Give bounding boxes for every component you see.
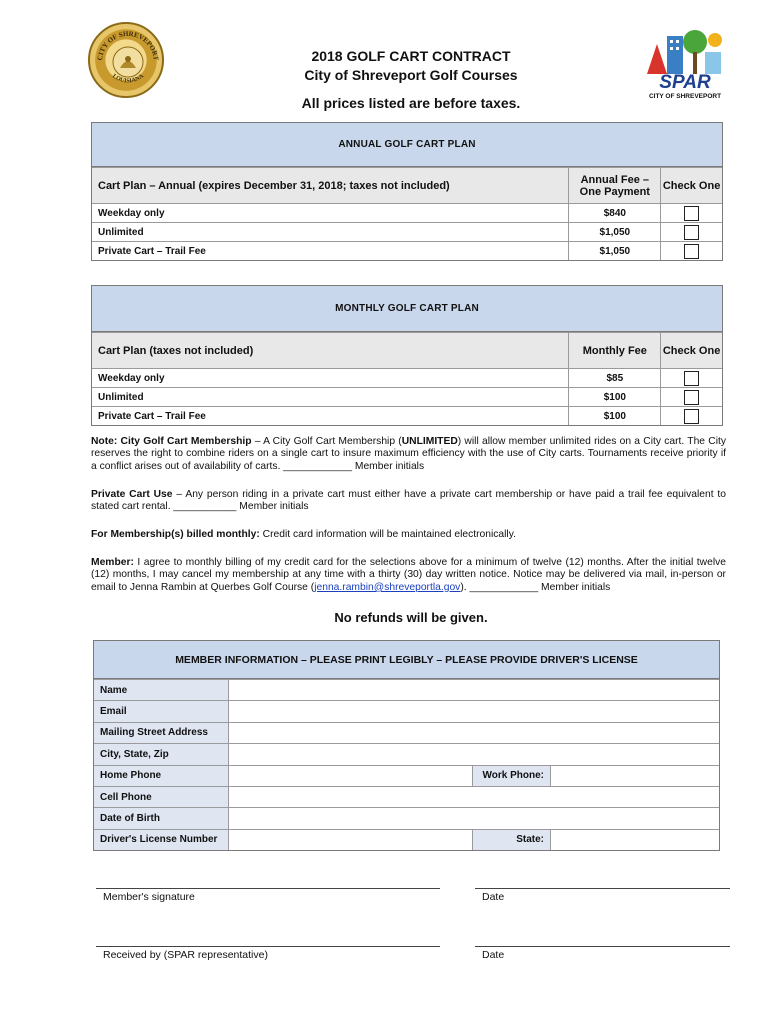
received-signature-label: Received by (SPAR representative): [103, 949, 268, 961]
document-title: 2018 GOLF CART CONTRACT: [311, 48, 511, 64]
billing-note: [91, 529, 726, 541]
cell-phone-label: Cell Phone: [94, 787, 228, 807]
city-field[interactable]: [228, 744, 719, 764]
date-line-2[interactable]: [475, 946, 730, 947]
logo-subtext: CITY OF SHREVEPORT: [648, 93, 722, 100]
plan-label: Private Cart – Trail Fee: [98, 410, 206, 422]
date-label-2: Date: [482, 949, 505, 961]
private-cart-note: [91, 489, 726, 514]
spar-logo: [643, 22, 727, 102]
member-info-table: [93, 640, 720, 851]
monthly-col-fee: Monthly Fee: [568, 333, 660, 368]
monthly-plan-heading: MONTHLY GOLF CART PLAN: [92, 286, 722, 332]
email-label: Email: [94, 701, 228, 721]
annual-weekday-checkbox[interactable]: [684, 206, 699, 221]
state-label: State:: [472, 830, 550, 850]
member-label: Member:: [91, 557, 134, 568]
dob-label: Date of Birth: [94, 808, 228, 828]
note-unlimited: UNLIMITED: [401, 436, 458, 447]
plan-label: Unlimited: [98, 391, 144, 403]
plan-fee: $100: [568, 407, 660, 425]
monthly-weekday-checkbox[interactable]: [684, 371, 699, 386]
document-subtitle: City of Shreveport Golf Courses: [304, 67, 518, 83]
table-row: [92, 222, 722, 241]
annual-col-check: Check One: [660, 168, 722, 203]
plan-label: Private Cart – Trail Fee: [98, 245, 206, 257]
annual-col-plan: Cart Plan – Annual (expires December 31, 2018; taxes not included): [92, 168, 568, 203]
city-label: City, State, Zip: [94, 744, 228, 764]
annual-col-fee: Annual Fee – One Payment: [568, 168, 660, 203]
billed-text: Credit card information will be maintained electronically.: [259, 529, 516, 540]
member-info-heading: MEMBER INFORMATION – PLEASE PRINT LEGIBLY – PLEASE PROVIDE DRIVER'S LICENSE: [94, 641, 719, 679]
work-phone-field[interactable]: [550, 766, 719, 786]
plan-label: Unlimited: [98, 226, 144, 238]
monthly-col-plan: Cart Plan (taxes not included): [92, 333, 568, 368]
received-signature-line[interactable]: [96, 946, 440, 947]
billed-label: For Membership(s) billed monthly:: [91, 529, 260, 540]
monthly-col-check: Check One: [660, 333, 722, 368]
work-phone-label: Work Phone:: [472, 766, 550, 786]
monthly-private-checkbox[interactable]: [684, 409, 699, 424]
plan-label: Weekday only: [98, 207, 165, 219]
member-signature-line[interactable]: [96, 888, 440, 889]
email-link[interactable]: jenna.rambin@shreveportla.gov: [314, 581, 461, 593]
member-text: I agree to monthly billing of my credit card for the selections above for a minimum of twelve (12) months. After the initial twelve (12) months, I may cancel my membership at any time with a thirty (30) day written notice. Notice may be delivered via mail, in-person or email to Jenna Rambin at Querbes Golf Course (: [91, 557, 726, 593]
seal-text-bottom: LOUISIANA: [111, 73, 145, 85]
member-signature-label: Member's signature: [103, 891, 195, 903]
plan-fee: $1,050: [568, 242, 660, 260]
note-text-a: – A City Golf Cart Membership (: [251, 436, 402, 447]
license-field[interactable]: [228, 830, 472, 850]
membership-note: [91, 436, 726, 473]
monthly-plan-header-row: [92, 332, 722, 368]
date-label-1: Date: [482, 891, 505, 903]
cell-phone-field[interactable]: [228, 787, 719, 807]
annual-unlimited-checkbox[interactable]: [684, 225, 699, 240]
annual-private-checkbox[interactable]: [684, 244, 699, 259]
name-field[interactable]: [228, 680, 719, 700]
logo-text: SPAR: [659, 72, 711, 93]
plan-fee: $840: [568, 204, 660, 222]
table-row: [92, 203, 722, 222]
private-text: – Any person riding in a private cart must either have a private cart membership or have paid a trail fee equivalent to stated cart rental. ___________ Member initials: [91, 489, 726, 513]
no-refunds-notice: No refunds will be given.: [334, 610, 488, 625]
note-text-b: ) will allow member unlimited rides on a City cart. The City reserves the right to combine riders on a single cart to insure maximum efficiency with the use of City carts. Tournaments receive priority if a conflict arises out of availability of carts. ____________ Member initials: [91, 436, 726, 472]
plan-fee: $1,050: [568, 223, 660, 241]
address-label: Mailing Street Address: [94, 723, 228, 743]
table-row: [92, 368, 722, 387]
seal-text: CITY OF SHREVEPORT: [95, 29, 161, 61]
date-line-1[interactable]: [475, 888, 730, 889]
state-field[interactable]: [550, 830, 719, 850]
plan-fee: $85: [568, 369, 660, 387]
annual-plan-heading: ANNUAL GOLF CART PLAN: [92, 123, 722, 167]
private-label: Private Cart Use: [91, 489, 173, 500]
dob-field[interactable]: [228, 808, 719, 828]
monthly-plan-table: [91, 285, 723, 426]
address-field[interactable]: [228, 723, 719, 743]
plan-label: Weekday only: [98, 372, 165, 384]
member-agreement: [91, 557, 726, 594]
plan-fee: $100: [568, 388, 660, 406]
annual-plan-header-row: [92, 167, 722, 203]
table-row: [92, 406, 722, 425]
table-row: [92, 241, 722, 260]
monthly-unlimited-checkbox[interactable]: [684, 390, 699, 405]
price-note: All prices listed are before taxes.: [301, 95, 521, 111]
member-text-end: ). ____________ Member initials: [460, 581, 611, 593]
email-field[interactable]: [228, 701, 719, 721]
note-label: Note: City Golf Cart Membership: [91, 436, 252, 447]
license-label: Driver's License Number: [94, 830, 228, 850]
home-phone-field[interactable]: [228, 766, 472, 786]
table-row: [92, 387, 722, 406]
annual-plan-table: [91, 122, 723, 261]
name-label: Name: [94, 680, 228, 700]
home-phone-label: Home Phone: [94, 766, 228, 786]
